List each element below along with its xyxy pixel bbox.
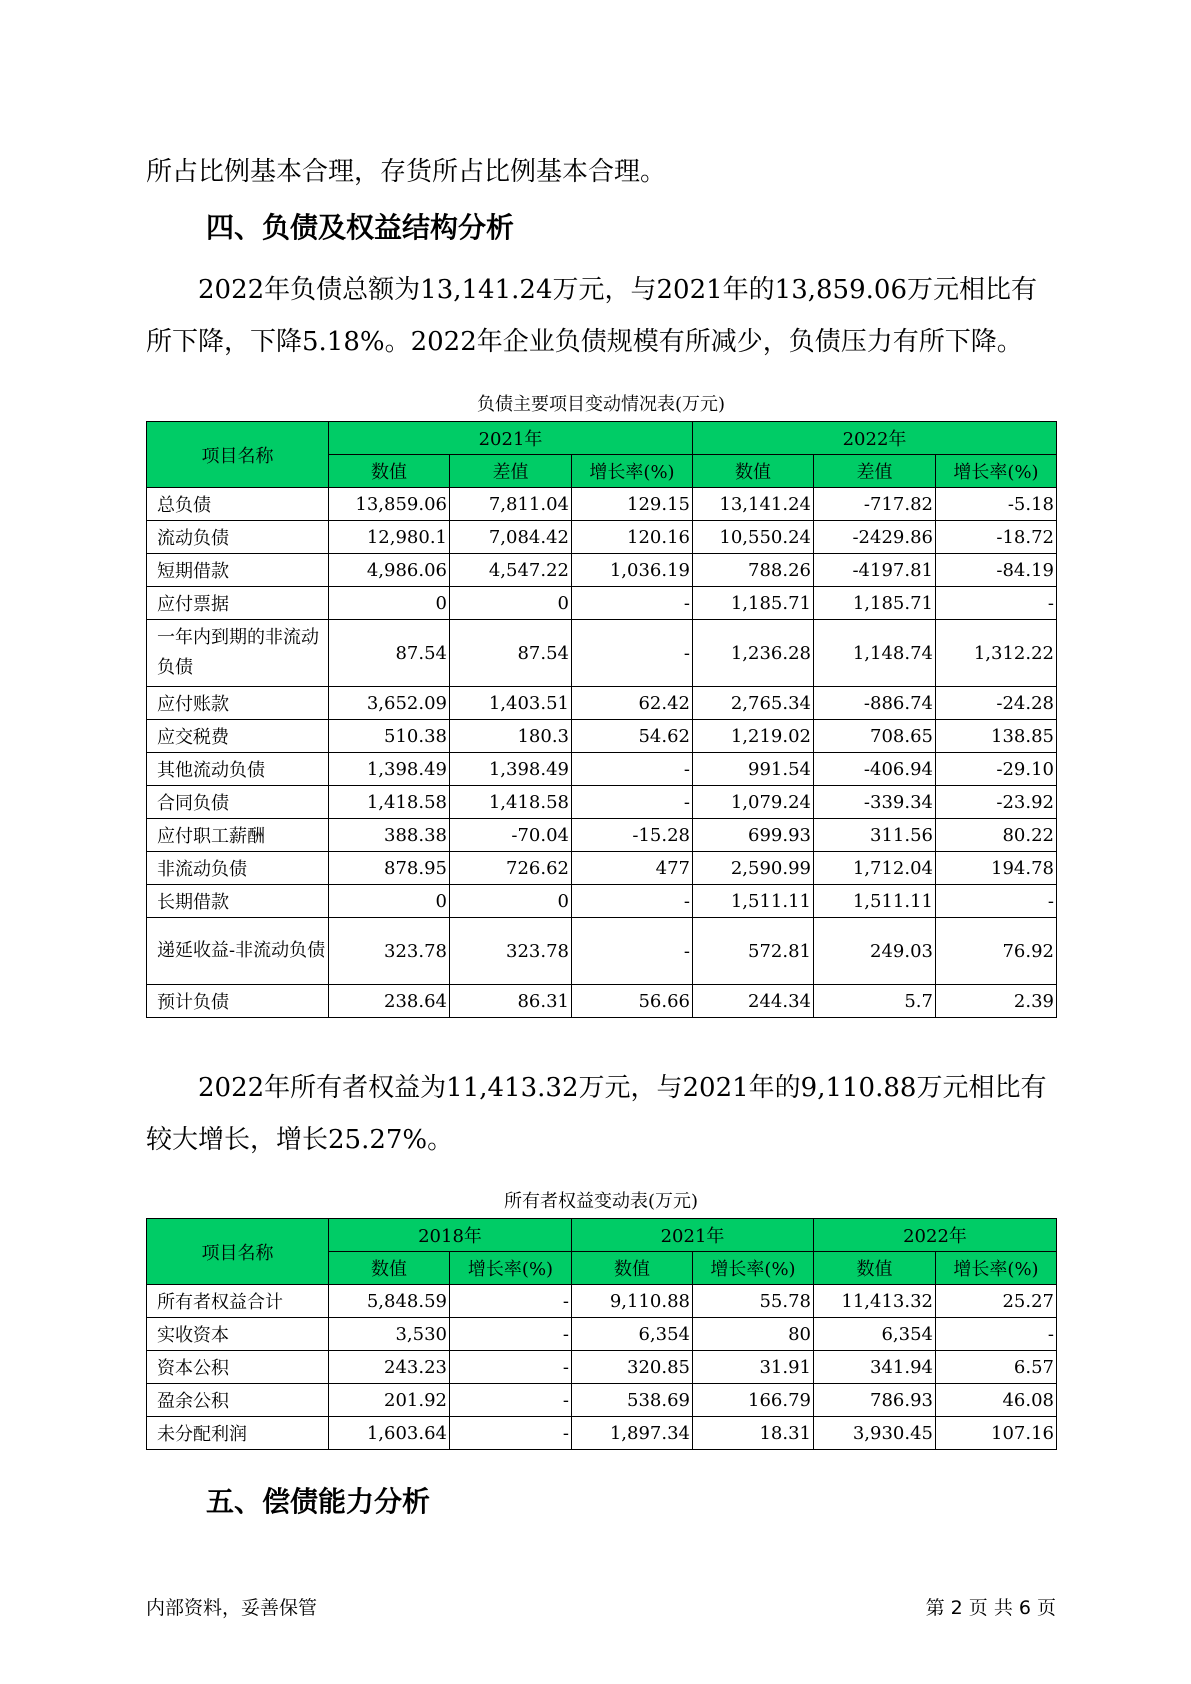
value-cell: - <box>450 1417 572 1450</box>
row-label-cell: 资本公积 <box>147 1351 329 1384</box>
sub-header: 数值 <box>693 455 814 488</box>
value-cell: - <box>450 1318 572 1351</box>
value-cell: -15.28 <box>572 819 693 852</box>
table-row <box>147 852 1057 885</box>
value-cell: -5.18 <box>936 488 1057 521</box>
value-cell: -70.04 <box>450 819 572 852</box>
value-cell: 699.93 <box>693 819 814 852</box>
sub-header: 增长率(%) <box>936 455 1057 488</box>
value-cell: 1,236.28 <box>693 620 814 687</box>
sub-header: 增长率(%) <box>936 1252 1057 1285</box>
value-cell: -18.72 <box>936 521 1057 554</box>
row-label-cell: 合同负债 <box>147 786 329 819</box>
year-2021-header: 2021年 <box>572 1219 814 1252</box>
value-cell: 1,148.74 <box>814 620 936 687</box>
value-cell: 6,354 <box>572 1318 693 1351</box>
item-name-header: 项目名称 <box>147 1219 329 1285</box>
value-cell: -339.34 <box>814 786 936 819</box>
table-row <box>147 753 1057 786</box>
value-cell: 2,765.34 <box>693 687 814 720</box>
liability-paragraph: 2022年负债总额为13,141.24万元，与2021年的13,859.06万元相比有所下降，下降5.18%。2022年企业负债规模有所减少，负债压力有所下降。 <box>146 275 1037 357</box>
value-cell: 6,354 <box>814 1318 936 1351</box>
table-row <box>147 687 1057 720</box>
value-cell: - <box>936 1318 1057 1351</box>
value-cell: 18.31 <box>693 1417 814 1450</box>
value-cell: 1,403.51 <box>450 687 572 720</box>
value-cell: 510.38 <box>329 720 450 753</box>
row-label-cell: 一年内到期的非流动负债 <box>147 620 329 687</box>
value-cell: -4197.81 <box>814 554 936 587</box>
value-cell: 5,848.59 <box>329 1285 450 1318</box>
value-cell: 11,413.32 <box>814 1285 936 1318</box>
value-cell: 708.65 <box>814 720 936 753</box>
value-cell: 477 <box>572 852 693 885</box>
value-cell: - <box>572 587 693 620</box>
row-label-cell: 盈余公积 <box>147 1384 329 1417</box>
sub-header: 数值 <box>572 1252 693 1285</box>
value-cell: 138.85 <box>936 720 1057 753</box>
row-label-cell: 预计负债 <box>147 985 329 1018</box>
row-label-cell: 其他流动负债 <box>147 753 329 786</box>
section-5-heading: 五、偿债能力分析 <box>206 1485 431 1518</box>
table-row <box>147 1285 1057 1318</box>
value-cell: 201.92 <box>329 1384 450 1417</box>
value-cell: 243.23 <box>329 1351 450 1384</box>
value-cell: 786.93 <box>814 1384 936 1417</box>
value-cell: 9,110.88 <box>572 1285 693 1318</box>
value-cell: 1,603.64 <box>329 1417 450 1450</box>
value-cell: 726.62 <box>450 852 572 885</box>
value-cell: 56.66 <box>572 985 693 1018</box>
value-cell: 62.42 <box>572 687 693 720</box>
value-cell: 249.03 <box>814 918 936 985</box>
value-cell: - <box>572 786 693 819</box>
value-cell: 244.34 <box>693 985 814 1018</box>
value-cell: 1,418.58 <box>450 786 572 819</box>
value-cell: -84.19 <box>936 554 1057 587</box>
value-cell: 538.69 <box>572 1384 693 1417</box>
value-cell: 323.78 <box>329 918 450 985</box>
value-cell: 1,312.22 <box>936 620 1057 687</box>
value-cell: 80.22 <box>936 819 1057 852</box>
value-cell: 3,652.09 <box>329 687 450 720</box>
row-label-cell: 未分配利润 <box>147 1417 329 1450</box>
value-cell: -24.28 <box>936 687 1057 720</box>
value-cell: - <box>450 1351 572 1384</box>
value-cell: 180.3 <box>450 720 572 753</box>
sub-header: 增长率(%) <box>693 1252 814 1285</box>
table-row <box>147 786 1057 819</box>
value-cell: -886.74 <box>814 687 936 720</box>
value-cell: 4,986.06 <box>329 554 450 587</box>
value-cell: 0 <box>329 885 450 918</box>
value-cell: -2429.86 <box>814 521 936 554</box>
value-cell: 166.79 <box>693 1384 814 1417</box>
row-label-cell: 递延收益-非流动负债 <box>147 918 329 985</box>
value-cell: 1,185.71 <box>814 587 936 620</box>
value-cell: 1,398.49 <box>450 753 572 786</box>
value-cell: 120.16 <box>572 521 693 554</box>
year-2018-header: 2018年 <box>329 1219 572 1252</box>
value-cell: 0 <box>450 885 572 918</box>
table-row <box>147 819 1057 852</box>
liability-table-caption: 负债主要项目变动情况表(万元) <box>476 394 726 415</box>
value-cell: 31.91 <box>693 1351 814 1384</box>
row-label-cell: 应付票据 <box>147 587 329 620</box>
value-cell: - <box>572 885 693 918</box>
table-row <box>147 620 1057 687</box>
value-cell: 878.95 <box>329 852 450 885</box>
value-cell: 3,530 <box>329 1318 450 1351</box>
value-cell: 388.38 <box>329 819 450 852</box>
value-cell: 0 <box>450 587 572 620</box>
value-cell: 2.39 <box>936 985 1057 1018</box>
value-cell: 1,036.19 <box>572 554 693 587</box>
footer-page-number: 第 2 页 共 6 页 <box>925 1597 1056 1619</box>
sub-header: 数值 <box>329 455 450 488</box>
section-4-heading: 四、负债及权益结构分析 <box>206 211 515 244</box>
value-cell: 80 <box>693 1318 814 1351</box>
equity-table-caption: 所有者权益变动表(万元) <box>503 1191 699 1212</box>
value-cell: 87.54 <box>329 620 450 687</box>
row-label-cell: 长期借款 <box>147 885 329 918</box>
year-2022-header: 2022年 <box>814 1219 1057 1252</box>
sub-header: 数值 <box>814 1252 936 1285</box>
row-label-cell: 应交税费 <box>147 720 329 753</box>
value-cell: -406.94 <box>814 753 936 786</box>
value-cell: - <box>572 918 693 985</box>
value-cell: 1,418.58 <box>329 786 450 819</box>
value-cell: 0 <box>329 587 450 620</box>
value-cell: 194.78 <box>936 852 1057 885</box>
row-label-cell: 流动负债 <box>147 521 329 554</box>
value-cell: - <box>572 620 693 687</box>
value-cell: 4,547.22 <box>450 554 572 587</box>
value-cell: 1,897.34 <box>572 1417 693 1450</box>
sub-header: 差值 <box>450 455 572 488</box>
value-cell: 1,079.24 <box>693 786 814 819</box>
value-cell: -29.10 <box>936 753 1057 786</box>
row-label-cell: 应付账款 <box>147 687 329 720</box>
value-cell: - <box>450 1384 572 1417</box>
value-cell: 7,811.04 <box>450 488 572 521</box>
table-row <box>147 488 1057 521</box>
value-cell: 13,141.24 <box>693 488 814 521</box>
table-row <box>147 1318 1057 1351</box>
value-cell: 3,930.45 <box>814 1417 936 1450</box>
value-cell: 12,980.1 <box>329 521 450 554</box>
value-cell: 1,185.71 <box>693 587 814 620</box>
value-cell: -717.82 <box>814 488 936 521</box>
row-label-cell: 应付职工薪酬 <box>147 819 329 852</box>
value-cell: 2,590.99 <box>693 852 814 885</box>
year-2021-header: 2021年 <box>329 422 693 455</box>
year-2022-header: 2022年 <box>693 422 1057 455</box>
intro-paragraph: 所占比例基本合理，存货所占比例基本合理。 <box>146 157 667 187</box>
value-cell: - <box>936 587 1057 620</box>
value-cell: 991.54 <box>693 753 814 786</box>
value-cell: 129.15 <box>572 488 693 521</box>
value-cell: 1,712.04 <box>814 852 936 885</box>
value-cell: 1,219.02 <box>693 720 814 753</box>
value-cell: 1,511.11 <box>693 885 814 918</box>
sub-header: 数值 <box>329 1252 450 1285</box>
row-label-cell: 所有者权益合计 <box>147 1285 329 1318</box>
table-row <box>147 885 1057 918</box>
value-cell: 1,511.11 <box>814 885 936 918</box>
table-row <box>147 918 1057 985</box>
value-cell: - <box>450 1285 572 1318</box>
value-cell: 238.64 <box>329 985 450 1018</box>
value-cell: 323.78 <box>450 918 572 985</box>
value-cell: 54.62 <box>572 720 693 753</box>
table-row <box>147 521 1057 554</box>
sub-header: 差值 <box>814 455 936 488</box>
value-cell: 1,398.49 <box>329 753 450 786</box>
table-row <box>147 587 1057 620</box>
equity-paragraph: 2022年所有者权益为11,413.32万元，与2021年的9,110.88万元相比有较大增长，增长25.27%。 <box>146 1073 1047 1155</box>
value-cell: 311.56 <box>814 819 936 852</box>
value-cell: 55.78 <box>693 1285 814 1318</box>
value-cell: 341.94 <box>814 1351 936 1384</box>
value-cell: 46.08 <box>936 1384 1057 1417</box>
value-cell: 25.27 <box>936 1285 1057 1318</box>
row-label-cell: 非流动负债 <box>147 852 329 885</box>
value-cell: 13,859.06 <box>329 488 450 521</box>
value-cell: 86.31 <box>450 985 572 1018</box>
sub-header: 增长率(%) <box>450 1252 572 1285</box>
value-cell: 87.54 <box>450 620 572 687</box>
value-cell: 76.92 <box>936 918 1057 985</box>
table-row <box>147 1384 1057 1417</box>
value-cell: - <box>572 753 693 786</box>
value-cell: 7,084.42 <box>450 521 572 554</box>
value-cell: 5.7 <box>814 985 936 1018</box>
equity-table <box>146 1218 1057 1450</box>
value-cell: 572.81 <box>693 918 814 985</box>
row-label-cell: 短期借款 <box>147 554 329 587</box>
liability-table <box>146 421 1057 1018</box>
table-row <box>147 985 1057 1018</box>
value-cell: 107.16 <box>936 1417 1057 1450</box>
value-cell: 788.26 <box>693 554 814 587</box>
item-name-header: 项目名称 <box>147 422 329 488</box>
footer-confidential-note: 内部资料，妥善保管 <box>146 1597 318 1619</box>
table-row <box>147 720 1057 753</box>
value-cell: - <box>936 885 1057 918</box>
table-row <box>147 1417 1057 1450</box>
table-row <box>147 1351 1057 1384</box>
value-cell: 6.57 <box>936 1351 1057 1384</box>
table-row <box>147 554 1057 587</box>
value-cell: 10,550.24 <box>693 521 814 554</box>
row-label-cell: 总负债 <box>147 488 329 521</box>
value-cell: 320.85 <box>572 1351 693 1384</box>
sub-header: 增长率(%) <box>572 455 693 488</box>
value-cell: -23.92 <box>936 786 1057 819</box>
row-label-cell: 实收资本 <box>147 1318 329 1351</box>
